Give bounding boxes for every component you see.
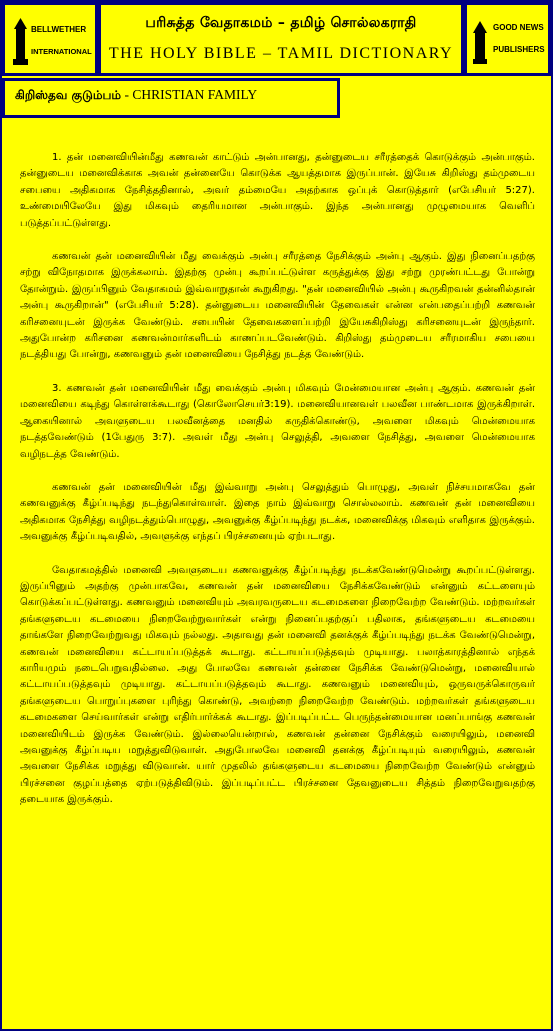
title-tamil: பரிசுத்த வேதாகமம் – தமிழ் சொல்லகராதி — [145, 15, 417, 31]
section-title-english: - CHRISTIAN FAMILY — [121, 87, 258, 102]
section-heading — [2, 78, 340, 118]
bellwether-tower-icon — [13, 15, 89, 69]
good-news-line1: GOOD NEWS — [493, 23, 544, 32]
article-body — [20, 150, 535, 826]
good-news-logo — [464, 2, 551, 76]
paragraph: வேதாகமத்தில் மனைவி அவளுடைய கணவனுக்கு கீழ்ப்படிந்து நடக்கவேண்டுமென்று கூறப்பட்டுள்ளது. இருப்பினும் அதற்கு முன்பாகவே, கணவன் தன் மனைவியை நேசிக்கவேண்டும் என்னும் கட்டளையும் கொடுக்கப்பட்டுள்ளது. கணவனும் மனைவியும் அவரவருடைய கடமைகளை நிறைவேற்ற வேண்டும். மற்றவர்கள் தங்களுடைய கடமையை நிறைவேற்றுவார்கள் என்று நினைப்பதற்குப் பதிலாக, தங்களுடைய கடமையை தாங்களே நிறைவேற்றுவது மிகவும் நல்லது. அதாவது தன் மனைவி தனக்குக் கீழ்ப்படிந்து நடக்க வேண்டுமென்று, கணவன் மனைவியை கட்டாயப்படுத்தக் கூடாது. கட்டாயப்படுத்தவும் முடியாது. பலாத்காரத்தினால் எந்தக் காரியமும் நடைபெறுவதில்லை. அது போலவே கணவன் தன்னை நேசிக்க வேண்டுமென்று, மனைவியால் கட்டாயப்படுத்தவும் முடியாது. கட்டாயப்படுத்தவும் கூடாது. கணவனும் மனைவியும், ஒருவருக்கொருவர் தங்களுடைய பொறுப்புகளை புரிந்து கொண்டு, அவற்றை நிறைவேற்ற வேண்டும். மற்றவர்கள் தங்களுடைய கடமைகளை செய்வார்கள் என்று எதிர்பார்க்கக் கூடாது. இப்படிப்பட்ட பெருந்தன்மையான மனப்பாங்கு கணவன் மனைவியிடம் இருக்க வேண்டும். இல்லையென்றால், கணவன் தன்னை நேசிக்கும் வரையிலும், மனைவி அவனுக்கு கீழ்ப்படிய மறுத்துவிடுவாள். அதுபோலவே மனைவி தனக்கு கீழ்ப்படியும் வரையிலும், கணவன் அவளை நேசிக்க மறுத்து விடுவான். யார் முதலில் தங்களுடைய கடமையை நிறைவேற்ற வேண்டும் என்னும் பிரச்சனை குழப்பத்தை ஏற்படுத்திவிடும். இப்படிப்பட்ட பிரச்சனை தேவனுடைய சித்தம் நிறைவேறுவதற்கு தடையாக இருக்கும். — [20, 564, 535, 806]
paragraph: கணவன் தன் மனைவியின் மீது இவ்வாறு அன்பு செலுத்தும் பொழுது, அவள் நிச்சயமாகவே தன் கணவனுக்கு கீழ்ப்படிந்து நடந்துகொள்வாள். இதை நாம் இவ்வாறு சொல்லலாம். கணவன் தன் மனைவியை அதிகமாக நேசித்து வழிநடத்தும்பொழுது, அவனுக்கு கீழ்ப்படிந்து நடக்க, மனைவிக்கு மிகவும் எளிதாக இருக்கும். அவனுக்கு கீழ்ப்படிவதில், அவளுக்கு எந்தப் பிரச்சனையும் ஏற்படாது. — [20, 481, 535, 543]
paragraph: கணவன் தன் மனைவியின் மீது வைக்கும் அன்பு சரீரத்தை நேசிக்கும் அன்பு ஆகும். இது நினைப்பதற்கு சற்று விநோதமாக இருக்கலாம். இதற்கு முன்பு கூறப்பட்டுள்ள கருத்துக்கு இது சற்று முரண்பட்டது போன்று தோன்றும். இருப்பினும் வேதாகமம் இவ்வாறுதான் கூறுகிறது. "தன் மனைவியில் அன்பு கூருகிறவன் தன்னில்தான் அன்பு கூருகிறான்" (எபேசியர் 5:28). தன்னுடைய மனைவியின் தேவைகள் என்ன என்பதைப்பற்றி கணவன் கரிசனையுடன் இருக்க வேண்டும். சபையின் தேவைகளைப்பற்றி இயேசுகிறிஸ்து கரிசனையுடன் இருந்தார். அதுபோன்ற கரிசனை கணவன்மார்களிடம் காணப்படவேண்டும். கிறிஸ்து தம்முடைய சரீரமாகிய சபையை நடத்தியது போன்று, கணவனும் தன் மனைவியை நேசித்து நடத்த வேண்டும். — [20, 251, 535, 361]
paragraph: 1. தன் மனைவியின்மீது கணவன் காட்டும் அன்பானது, தன்னுடைய சரீரத்தைக் கொடுக்கும் அன்பாகும். தன்னுடைய மனைவிக்காக அவன் தன்னையே கொடுக்க ஆயத்தமாக இருப்பான். இயேசு கிறிஸ்து தம்முடைய சபையை அதிகமாக நேசித்ததினால், அவர் தம்மையே அதற்காக ஒப்புக் கொடுத்தார் (எபேசியர் 5:27). உண்மையிலேயே இது மிகவும் தைரியமான அன்பாகும். இந்த அன்பானது முழுமையாக வெளிப் படுத்தப்பட்டுள்ளது. — [20, 152, 535, 229]
bellwether-logo — [2, 2, 98, 76]
good-news-line2: PUBLISHERS — [493, 45, 545, 54]
paragraph: 3. கணவன் தன் மனைவியின் மீது வைக்கும் அன்பு மிகவும் மேன்மையான அன்பு ஆகும். கணவன் தன் மனைவியை கடிந்து கொள்ளக்கூடாது (கொலோசெயர்3:19). மனைவியானவள் பலவீன பாண்டமாக இருக்கிறாள். ஆகையினால் அவளுடைய பலவீனத்தை மனதில் கருதிக்கொண்டு, அவளை மிகவும் மென்மையாக நடத்தவேண்டும் (1பேதுரு 3:7). அவள் மீது அன்பு செலுத்தி, அவளை நேசித்து, அவளை மென்மையாக வழிநடத்த வேண்டும். — [20, 382, 535, 460]
bellwether-line2: INTERNATIONAL — [31, 47, 92, 56]
header-title-box — [98, 2, 464, 76]
title-english: THE HOLY BIBLE – TAMIL DICTIONARY — [108, 45, 454, 62]
bellwether-line1: BELLWETHER — [31, 25, 87, 34]
section-title-tamil: கிறிஸ்தவ குடும்பம் — [15, 88, 122, 102]
